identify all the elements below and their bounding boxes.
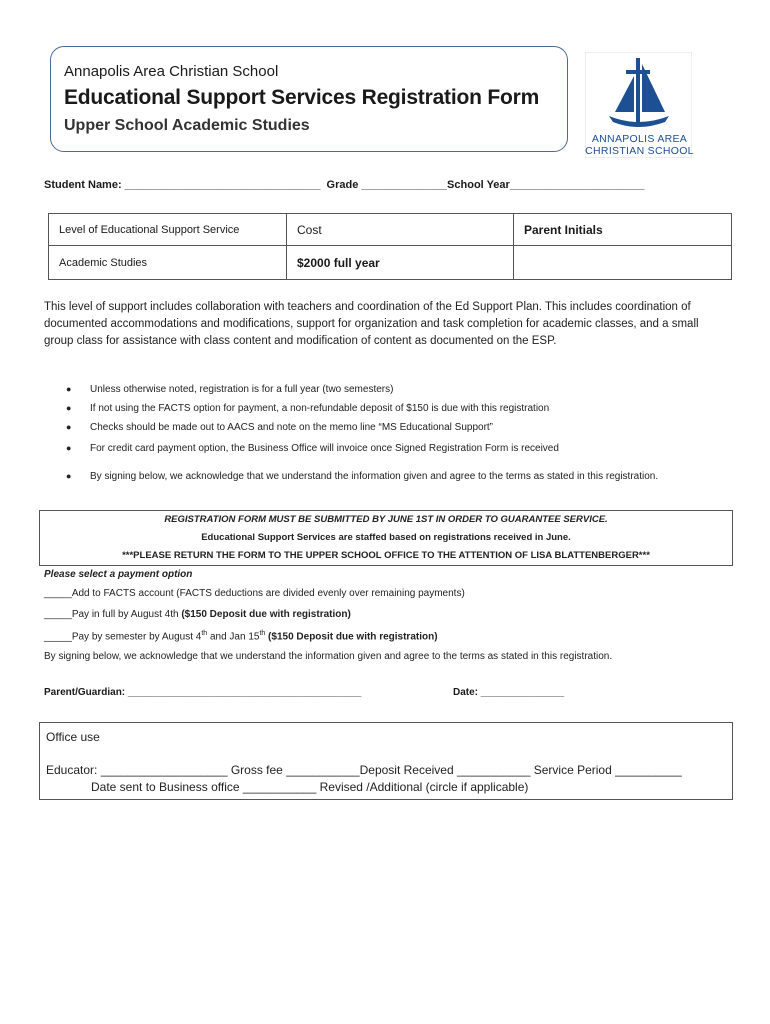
option-blank[interactable]: _____ (44, 588, 72, 599)
option-blank[interactable]: _____ (44, 631, 72, 643)
option-sup: th (201, 630, 208, 637)
parent-initials-cell[interactable] (514, 246, 732, 280)
table-header-cell: Parent Initials (514, 214, 732, 246)
logo-wordmark (582, 133, 697, 157)
acknowledgement: By signing below, we acknowledge that we understand the information given and agree to the terms as stated in this registration. (44, 651, 613, 662)
option-deposit-note: ($150 Deposit due with registration) (181, 609, 351, 620)
table-header-cell: Level of Educational Support Service (49, 214, 287, 246)
logo-text-line1: ANNAPOLIS AREA (591, 133, 688, 145)
service-description: This level of support includes collaboration with teachers and coordination of the Ed Support Plan. This includes coordination of documented accommodations and modifications, support for organization and task completion for academic classes, and a small group class for assistance with class content and modification of content as documented on the ESP. (44, 301, 699, 347)
list-item: ● By signing below, we acknowledge that we understand the information given and agree to the terms as stated in this registration. (58, 466, 710, 487)
option-deposit-note: ($150 Deposit due with registration) (265, 631, 438, 643)
option-label: and Jan 15 (207, 631, 260, 643)
option-label: Pay by semester by August 4 (71, 631, 202, 643)
list-item: ● Unless otherwise noted, registration is for a full year (two semesters) (58, 384, 738, 403)
notice-deadline: REGISTRATION FORM MUST BE SUBMITTED BY JUNE 1ST IN ORDER TO GUARANTEE SERVICE. (164, 514, 608, 525)
list-item: ● Checks should be made out to AACS and note on the memo line “MS Educational Support” (58, 422, 738, 443)
school-name: Annapolis Area Christian School (64, 63, 279, 80)
payment-heading: Please select a payment option (44, 569, 193, 580)
payment-option-full[interactable] (44, 609, 351, 620)
parent-signature-field[interactable]: Parent/Guardian: __________________________________________ (44, 687, 362, 698)
table-cell: Academic Studies (49, 246, 287, 280)
office-use-fields-2[interactable]: Date sent to Business office ___________ Revised /Additional (circle if applicable) (91, 780, 529, 794)
form-subtitle: Upper School Academic Studies (64, 117, 310, 134)
option-label: Add to FACTS account (FACTS deductions are divided evenly over remaining payments) (71, 588, 465, 599)
service-table (48, 213, 732, 280)
form-title: Educational Support Services Registration Form (64, 86, 540, 109)
notice-return: ***PLEASE RETURN THE FORM TO THE UPPER SCHOOL OFFICE TO THE ATTENTION OF LISA BLATTENBERGER*** (122, 550, 650, 561)
option-blank[interactable]: _____ (44, 609, 72, 620)
table-row (49, 246, 732, 280)
payment-option-facts[interactable] (44, 588, 465, 599)
office-use-box (39, 722, 733, 800)
terms-list (58, 384, 738, 487)
office-use-heading: Office use (46, 730, 100, 744)
table-cell: $2000 full year (287, 246, 514, 280)
student-info-fields[interactable]: Student Name: ________________________________ Grade ______________School Year______________________ (44, 179, 645, 191)
office-use-fields[interactable]: Educator: ___________________ Gross fee ___________Deposit Received ___________ Service Period __________ (46, 763, 682, 777)
payment-option-semester[interactable] (44, 630, 438, 642)
table-header-cell: Cost (287, 214, 514, 246)
option-sup: th (259, 630, 266, 637)
option-label: Pay in full by August 4th (71, 609, 182, 620)
logo-text-line2: CHRISTIAN SCHOOL (585, 145, 694, 157)
list-item: ● If not using the FACTS option for payment, a non-refundable deposit of $150 is due with this registration (58, 403, 738, 422)
submission-notice (39, 510, 733, 566)
table-header-row (49, 214, 732, 246)
list-item: ● For credit card payment option, the Business Office will invoice once Signed Registration Form is received (58, 443, 738, 466)
date-field[interactable]: Date: _______________ (453, 687, 565, 698)
notice-staffing: Educational Support Services are staffed based on registrations received in June. (201, 532, 571, 543)
